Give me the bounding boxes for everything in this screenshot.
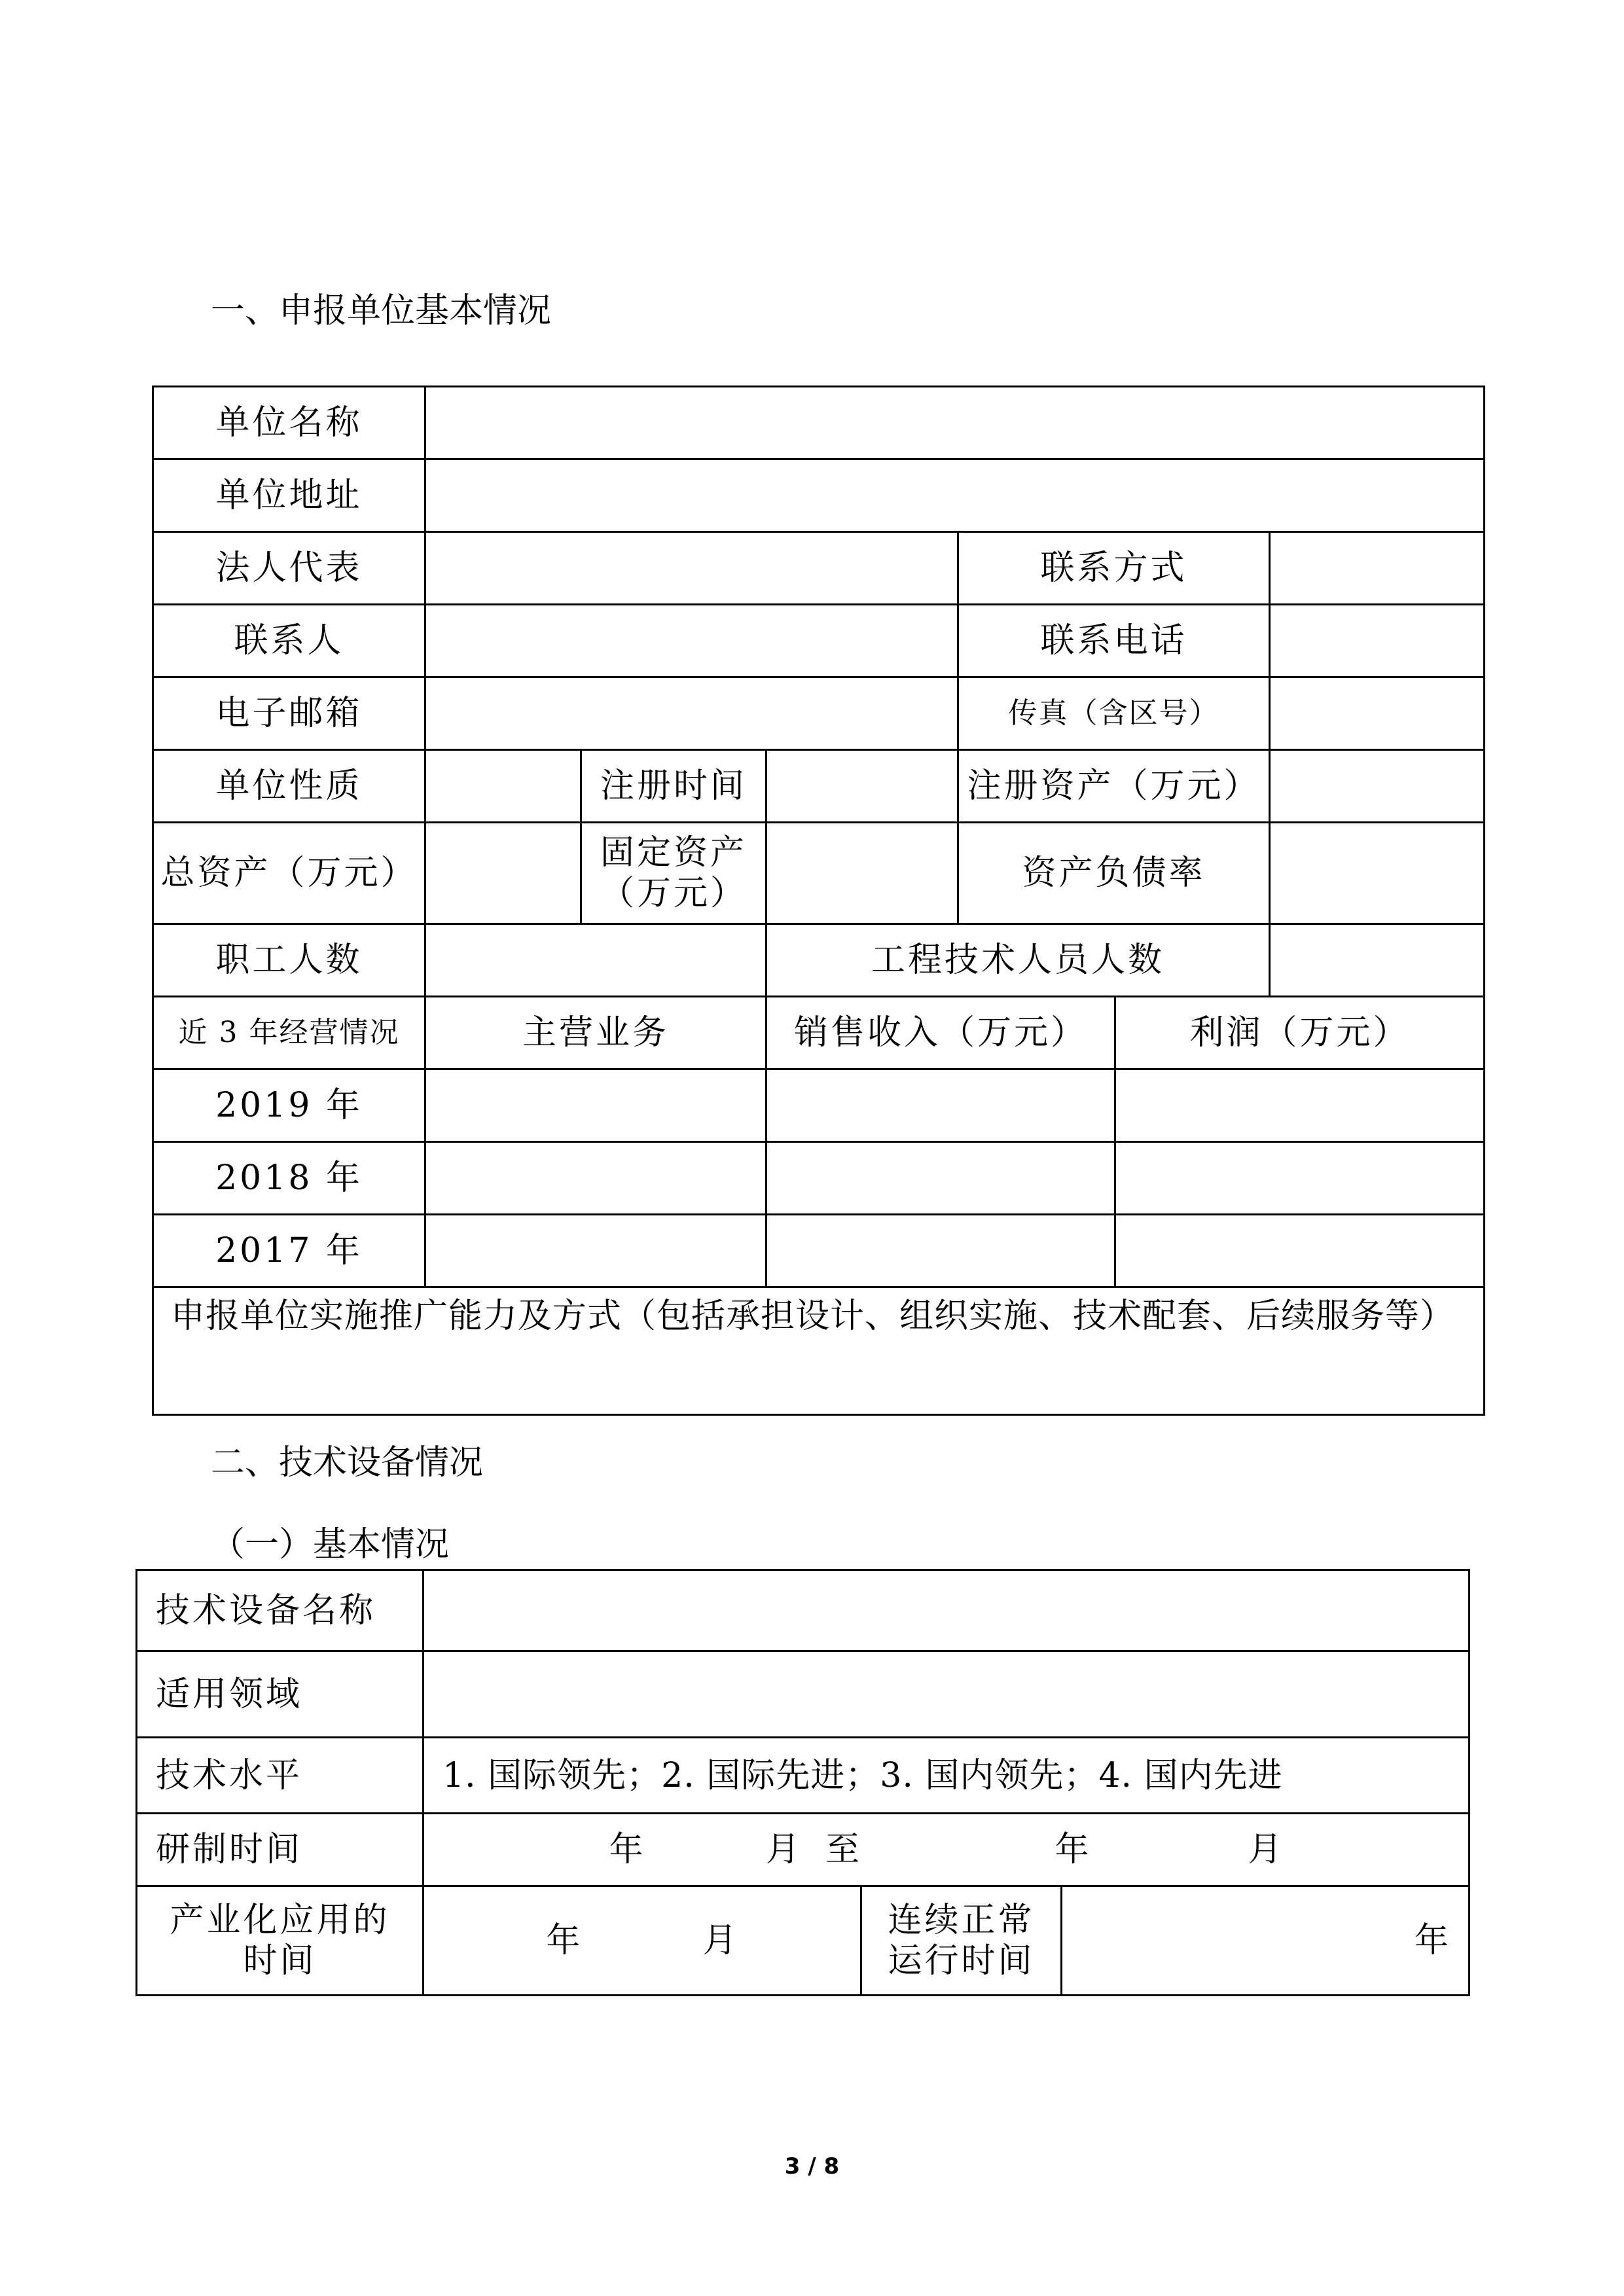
reg-capital-field[interactable] bbox=[1270, 750, 1485, 823]
total-assets-field[interactable] bbox=[425, 823, 581, 924]
sales-revenue-2018-field[interactable] bbox=[767, 1142, 1115, 1215]
total-assets-label: 总资产（万元） bbox=[153, 823, 425, 924]
staff-count-label: 职工人数 bbox=[153, 924, 425, 997]
unit-address-label: 单位地址 bbox=[153, 459, 425, 532]
industrial-time-label-line1: 产业化应用的 bbox=[170, 1901, 390, 1940]
section2-title: 二、技术设备情况 bbox=[211, 1443, 484, 1482]
industrial-time-field[interactable]: 年 月 bbox=[424, 1886, 861, 1996]
reg-capital-label: 注册资产（万元） bbox=[958, 750, 1270, 823]
debt-ratio-field[interactable] bbox=[1270, 823, 1485, 924]
year-label: 2018 年 bbox=[153, 1142, 425, 1215]
contact-phone-field[interactable] bbox=[1270, 605, 1485, 677]
profit-header: 利润（万元） bbox=[1115, 997, 1485, 1069]
fixed-assets-label-line2: （万元） bbox=[600, 874, 747, 913]
field-field[interactable] bbox=[424, 1651, 1470, 1738]
dev-time-label: 研制时间 bbox=[137, 1814, 424, 1886]
engineer-count-field[interactable] bbox=[1270, 924, 1485, 997]
equipment-name-label: 技术设备名称 bbox=[137, 1570, 424, 1651]
run-time-label-line2: 运行时间 bbox=[888, 1941, 1035, 1981]
main-business-2018-field[interactable] bbox=[425, 1142, 767, 1215]
fax-field[interactable] bbox=[1270, 677, 1485, 750]
profit-2017-field[interactable] bbox=[1115, 1215, 1485, 1287]
sales-revenue-2019-field[interactable] bbox=[767, 1069, 1115, 1142]
tech-level-label: 技术水平 bbox=[137, 1738, 424, 1814]
email-field[interactable] bbox=[425, 677, 958, 750]
dev-time-field[interactable]: 年 月 至 年 月 bbox=[424, 1814, 1470, 1886]
fixed-assets-label-line1: 固定资产 bbox=[600, 833, 747, 872]
equipment-name-field[interactable] bbox=[424, 1570, 1470, 1651]
run-time-field[interactable]: 年 bbox=[1062, 1886, 1470, 1996]
unit-nature-field[interactable] bbox=[425, 750, 581, 823]
engineer-count-label: 工程技术人员人数 bbox=[767, 924, 1270, 997]
section1-title: 一、申报单位基本情况 bbox=[211, 291, 552, 331]
sales-revenue-header: 销售收入（万元） bbox=[767, 997, 1115, 1069]
contact-method-field[interactable] bbox=[1270, 532, 1485, 605]
unit-address-field[interactable] bbox=[425, 459, 1485, 532]
main-business-2017-field[interactable] bbox=[425, 1215, 767, 1287]
run-time-label-line1: 连续正常 bbox=[888, 1901, 1035, 1940]
unit-name-label: 单位名称 bbox=[153, 387, 425, 459]
profit-2018-field[interactable] bbox=[1115, 1142, 1485, 1215]
run-time-label bbox=[861, 1886, 1062, 1996]
reg-time-label: 注册时间 bbox=[581, 750, 767, 823]
main-business-2019-field[interactable] bbox=[425, 1069, 767, 1142]
contact-phone-label: 联系电话 bbox=[958, 605, 1270, 677]
ops-3yr-label: 近 3 年经营情况 bbox=[153, 997, 425, 1069]
reg-time-field[interactable] bbox=[767, 750, 958, 823]
fixed-assets-label bbox=[581, 823, 767, 924]
industrial-time-label-line2: 时间 bbox=[243, 1941, 317, 1981]
sales-revenue-2017-field[interactable] bbox=[767, 1215, 1115, 1287]
industrial-time-label bbox=[137, 1886, 424, 1996]
unit-name-field[interactable] bbox=[425, 387, 1485, 459]
year-label: 2019 年 bbox=[153, 1069, 425, 1142]
staff-count-field[interactable] bbox=[425, 924, 767, 997]
main-business-header: 主营业务 bbox=[425, 997, 767, 1069]
equipment-info-table bbox=[135, 1569, 1470, 1996]
profit-2019-field[interactable] bbox=[1115, 1069, 1485, 1142]
contact-method-label: 联系方式 bbox=[958, 532, 1270, 605]
legal-rep-field[interactable] bbox=[425, 532, 958, 605]
fax-label: 传真（含区号） bbox=[958, 677, 1270, 750]
tech-level-options[interactable]: 1. 国际领先；2. 国际先进；3. 国内领先；4. 国内先进 bbox=[424, 1738, 1470, 1814]
field-label: 适用领域 bbox=[137, 1651, 424, 1738]
year-label: 2017 年 bbox=[153, 1215, 425, 1287]
unit-nature-label: 单位性质 bbox=[153, 750, 425, 823]
contact-person-field[interactable] bbox=[425, 605, 958, 677]
contact-person-label: 联系人 bbox=[153, 605, 425, 677]
email-label: 电子邮箱 bbox=[153, 677, 425, 750]
section2-subtitle: （一）基本情况 bbox=[211, 1525, 450, 1564]
legal-rep-label: 法人代表 bbox=[153, 532, 425, 605]
unit-info-table bbox=[152, 386, 1485, 1416]
page-number: 3 / 8 bbox=[784, 2153, 840, 2179]
fixed-assets-field[interactable] bbox=[767, 823, 958, 924]
capability-note-field[interactable]: 申报单位实施推广能力及方式（包括承担设计、组织实施、技术配套、后续服务等） bbox=[153, 1287, 1485, 1415]
debt-ratio-label: 资产负债率 bbox=[958, 823, 1270, 924]
